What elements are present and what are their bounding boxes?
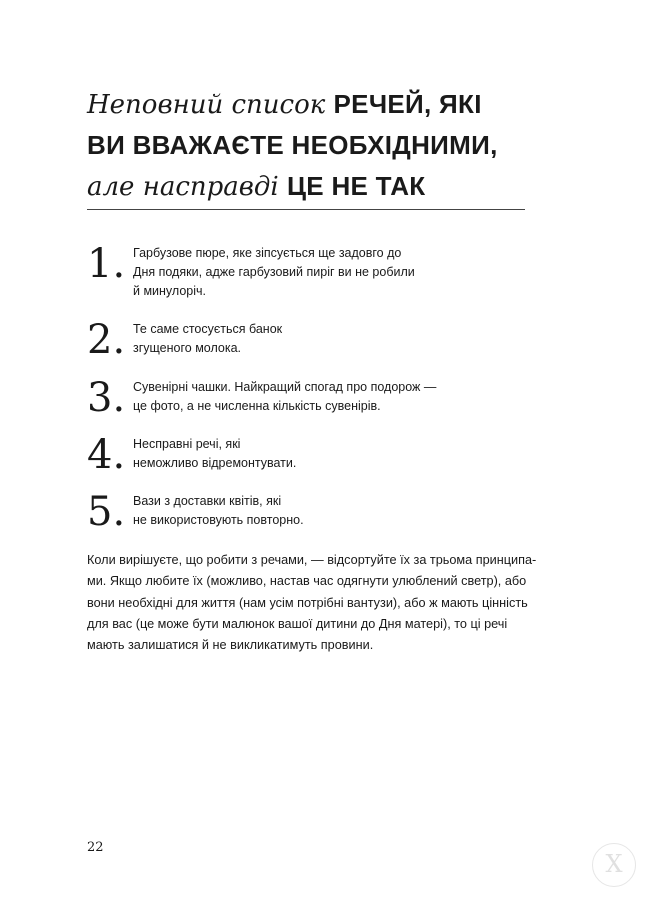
list-item-1 [87,241,517,298]
heading-bold-part-1: РЕЧЕЙ, ЯКІ [333,89,482,119]
list-item-line: й минулоріч. [133,284,207,298]
body-paragraph [87,550,547,656]
list-item-line: Сувенірні чашки. Найкращий спогад про подорож — [133,380,437,394]
page-heading [87,84,547,207]
list-item-text [133,435,296,473]
list-item-number: 4. [87,432,126,478]
heading-line-2 [87,125,547,166]
paragraph-line: Коли вирішуєте, що робити з речами, — відсортуйте їх за трьома принципа- [87,553,537,567]
page-number: 22 [87,840,104,855]
heading-italic-part-1: Неповний список [87,90,334,120]
list-item-line: Гарбузове пюре, яке зіпсується ще задовго до [133,246,402,260]
paragraph-line: для вас (це може бути малюнок вашої дитини до Дня матері), то ці речі [87,616,508,631]
list-item-line: це фото, а не численна кількість сувенірів. [133,399,381,413]
list-item-number: 1. [87,241,126,287]
watermark-letter: X [605,850,623,878]
list-item-5 [87,489,517,542]
heading-line-1 [87,84,547,125]
list-item-line: Несправні речі, які [133,437,241,451]
paragraph-line: мають залишатися й не викликатимуть провини. [87,638,374,653]
list-item-4 [87,432,517,485]
list-item-text [133,378,436,416]
list-item-number: 3. [87,375,126,421]
heading-line-3 [87,166,547,207]
list-item-number: 2. [87,317,126,363]
heading-bold-part-2: ВИ ВВАЖАЄТЕ НЕОБХІДНИМИ, [87,130,498,160]
list-item-number: 5. [87,489,126,535]
watermark-logo [592,843,636,887]
list-item-2 [87,317,517,370]
heading-italic-part-3: але насправді [87,172,287,202]
heading-divider [87,209,525,210]
list-item-line: згущеного молока. [133,341,242,355]
list-item-line: Дня подяки, адже гарбузовий пиріг ви не робили [133,265,415,279]
paragraph-line: ми. Якщо любите їх (можливо, настав час одягнути улюблений светр), або [87,574,527,589]
list-item-line: не використовують повторно. [133,513,304,527]
list-item-text [133,244,415,301]
list-item-text [133,492,304,530]
list-item-line: Вази з доставки квітів, які [133,494,282,508]
list-item-text [133,320,282,358]
list-item-line: Те саме стосується банок [133,322,283,336]
heading-bold-part-3: ЦЕ НЕ ТАК [286,171,426,201]
list-item-3 [87,375,517,428]
paragraph-line: вони необхідні для життя (нам усім потрібні вантузи), або ж мають цінність [87,595,528,610]
list-item-line: неможливо відремонтувати. [133,456,297,470]
